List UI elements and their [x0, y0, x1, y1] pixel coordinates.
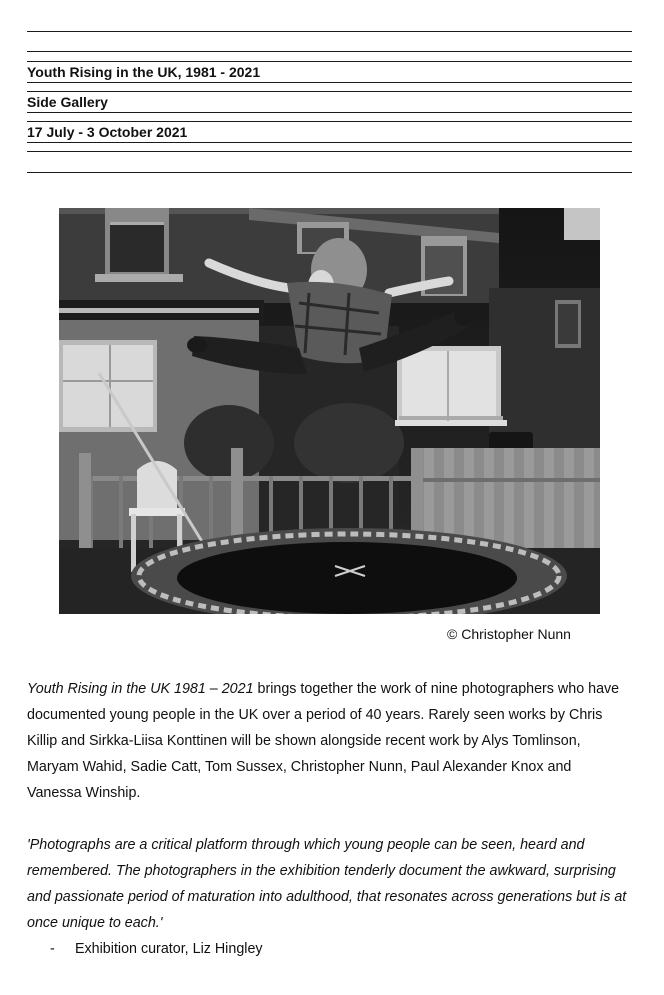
jumping-child-over-trampoline-photo: [59, 208, 600, 614]
divider: [27, 172, 632, 173]
quote-attribution: [50, 938, 263, 960]
divider: [27, 142, 632, 143]
divider: [27, 151, 632, 152]
divider: [27, 112, 632, 113]
attribution-text: Exhibition curator, Liz Hingley: [75, 941, 263, 957]
exhibition-title: Youth Rising in the UK, 1981 - 2021: [27, 64, 261, 80]
attribution-dash: -: [50, 941, 55, 957]
exhibition-venue: Side Gallery: [27, 94, 108, 110]
divider: [27, 51, 632, 52]
photo-credit: © Christopher Nunn: [447, 626, 571, 642]
exhibition-title-italic: Youth Rising in the UK 1981 – 2021: [27, 681, 254, 697]
description-text: brings together the work of nine photographers who have documented young people in the UK over a period of 40 years. Rarely seen works by Chris Killip and Sirkka-Liisa Konttinen will be shown alongside recent work by Alys Tomlinson, Maryam Wahid, Sadie Catt, Tom Sussex, Christopher Nunn, Paul Alexander Knox and Vanessa Winship.: [27, 681, 620, 801]
divider: [27, 91, 632, 92]
divider: [27, 61, 632, 62]
divider: [27, 31, 632, 32]
curator-quote: 'Photographs are a critical platform through which young people can be seen, heard and remembered. The photographers in the exhibition tenderly document the awkward, surprising and passionate period of maturation into adulthood, that resonates across generations but is at once unique to each.': [27, 837, 627, 931]
exhibition-description: [27, 676, 627, 806]
divider: [27, 82, 632, 83]
exhibition-dates: 17 July - 3 October 2021: [27, 124, 188, 140]
divider: [27, 121, 632, 122]
